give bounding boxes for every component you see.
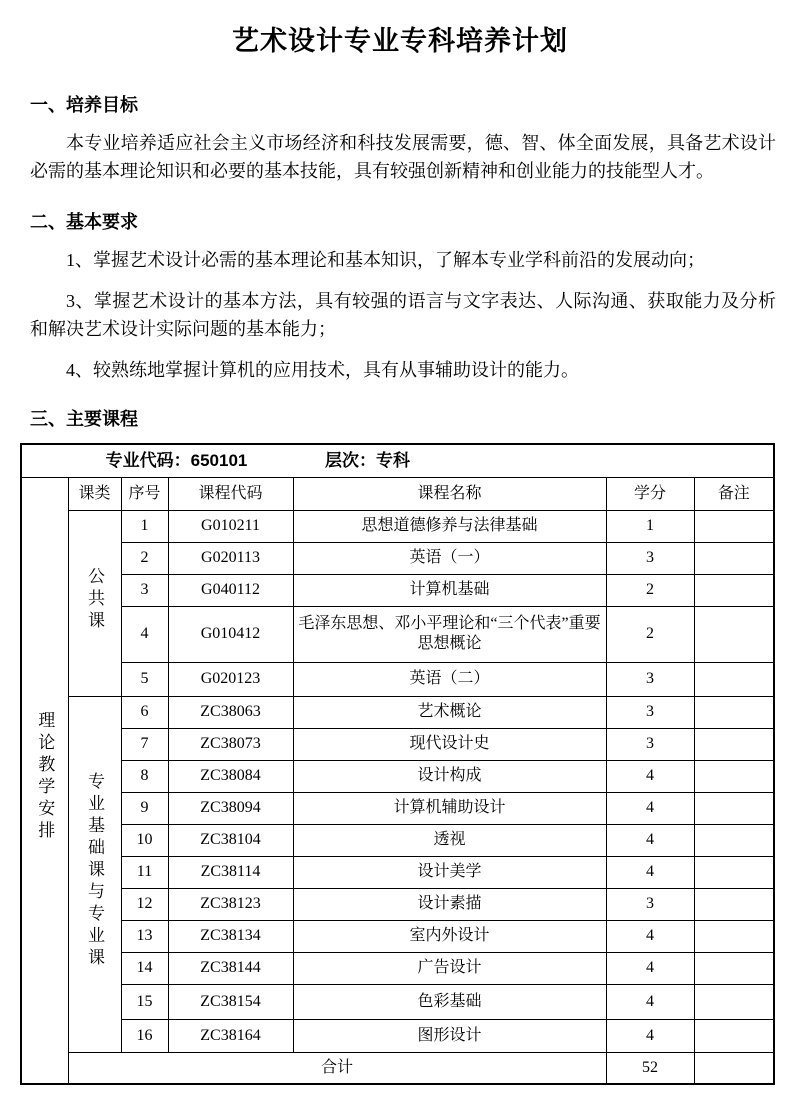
seq-cell: 10 <box>121 824 168 856</box>
remarks-cell <box>694 728 774 760</box>
course-row <box>21 1019 774 1052</box>
requirement-item-1: 1、掌握艺术设计必需的基本理论和基本知识，了解本专业学科前沿的发展动向； <box>66 250 705 270</box>
header-course-code: 课程代码 <box>168 477 293 510</box>
table-header-row <box>21 477 774 510</box>
credits-cell: 4 <box>606 760 694 792</box>
course-code-cell: G020113 <box>168 542 293 574</box>
seq-cell: 8 <box>121 760 168 792</box>
remarks-cell <box>694 606 774 662</box>
course-row <box>21 510 774 542</box>
header-course-name: 课程名称 <box>293 477 606 510</box>
group-major-courses-cell <box>68 696 121 1052</box>
course-row <box>21 920 774 952</box>
theory-teaching-label: 理论教学安排 <box>35 711 55 844</box>
course-code-cell: ZC38114 <box>168 856 293 888</box>
credits-cell: 3 <box>606 888 694 920</box>
course-row <box>21 952 774 984</box>
remarks-cell <box>694 888 774 920</box>
course-name-cell: 设计构成 <box>293 760 606 792</box>
credits-cell: 4 <box>606 824 694 856</box>
course-name-cell: 艺术概论 <box>293 696 606 728</box>
course-row <box>21 792 774 824</box>
total-credits-cell: 52 <box>606 1052 694 1084</box>
section-courses-heading: 三、主要课程 <box>30 409 138 429</box>
course-name-cell: 毛泽东思想、邓小平理论和“三个代表”重要思想概论 <box>293 606 606 662</box>
course-name-cell: 广告设计 <box>293 952 606 984</box>
section-goal-heading: 一、培养目标 <box>30 95 138 115</box>
course-name-cell: 图形设计 <box>293 1019 606 1052</box>
credits-cell: 3 <box>606 696 694 728</box>
course-code-cell: G010412 <box>168 606 293 662</box>
course-row <box>21 574 774 606</box>
course-row <box>21 606 774 662</box>
course-name-cell: 设计素描 <box>293 888 606 920</box>
remarks-cell <box>694 920 774 952</box>
seq-cell: 6 <box>121 696 168 728</box>
header-course-category: 课类 <box>68 477 121 510</box>
course-row <box>21 696 774 728</box>
seq-cell: 3 <box>121 574 168 606</box>
course-code-cell: ZC38094 <box>168 792 293 824</box>
credits-cell: 3 <box>606 662 694 696</box>
group-label-public-courses: 公共课 <box>85 567 104 633</box>
seq-cell: 11 <box>121 856 168 888</box>
total-label-cell: 合计 <box>68 1052 606 1084</box>
course-row <box>21 760 774 792</box>
credits-cell: 3 <box>606 728 694 760</box>
section-requirements-heading: 二、基本要求 <box>30 212 138 232</box>
remarks-cell <box>694 760 774 792</box>
page-title: 艺术设计专业专科培养计划 <box>232 26 568 56</box>
course-code-cell: ZC38063 <box>168 696 293 728</box>
remarks-cell <box>694 984 774 1019</box>
credits-cell: 3 <box>606 542 694 574</box>
credits-cell: 1 <box>606 510 694 542</box>
major-code-label: 专业代码：650101 <box>105 451 248 471</box>
course-code-cell: ZC38104 <box>168 824 293 856</box>
course-name-cell: 现代设计史 <box>293 728 606 760</box>
credits-cell: 2 <box>606 574 694 606</box>
credits-cell: 4 <box>606 856 694 888</box>
course-row <box>21 888 774 920</box>
header-seq: 序号 <box>121 477 168 510</box>
remarks-cell <box>694 662 774 696</box>
remarks-cell <box>694 542 774 574</box>
seq-cell: 4 <box>121 606 168 662</box>
meta-cell <box>21 444 774 477</box>
course-code-cell: ZC38154 <box>168 984 293 1019</box>
remarks-cell <box>694 510 774 542</box>
course-code-cell: ZC38144 <box>168 952 293 984</box>
remarks-cell <box>694 1019 774 1052</box>
section-goal-paragraph: 本专业培养适应社会主义市场经济和科技发展需要，德、智、体全面发展，具备艺术设计必需的基本理论知识和必要的基本技能，具有较强创新精神和创业能力的技能型人才。 <box>30 133 776 181</box>
credits-cell: 4 <box>606 792 694 824</box>
course-name-cell: 英语（一） <box>293 542 606 574</box>
course-code-cell: ZC38134 <box>168 920 293 952</box>
seq-cell: 5 <box>121 662 168 696</box>
course-name-cell: 计算机基础 <box>293 574 606 606</box>
course-name-cell: 计算机辅助设计 <box>293 792 606 824</box>
course-name-cell: 思想道德修养与法律基础 <box>293 510 606 542</box>
course-row <box>21 728 774 760</box>
requirement-item-4: 4、较熟练地掌握计算机的应用技术，具有从事辅助设计的能力。 <box>66 360 579 380</box>
curriculum-table <box>20 443 775 1085</box>
seq-cell: 13 <box>121 920 168 952</box>
course-code-cell: ZC38164 <box>168 1019 293 1052</box>
course-row <box>21 856 774 888</box>
course-name-cell: 设计美学 <box>293 856 606 888</box>
course-name-cell: 室内外设计 <box>293 920 606 952</box>
seq-cell: 7 <box>121 728 168 760</box>
course-code-cell: ZC38073 <box>168 728 293 760</box>
course-row <box>21 542 774 574</box>
course-code-cell: G010211 <box>168 510 293 542</box>
seq-cell: 16 <box>121 1019 168 1052</box>
total-remarks-cell <box>694 1052 774 1084</box>
group-label-major-courses: 专业基础课与专业课 <box>85 772 104 970</box>
course-name-cell: 英语（二） <box>293 662 606 696</box>
remarks-cell <box>694 952 774 984</box>
seq-cell: 2 <box>121 542 168 574</box>
course-code-cell: G040112 <box>168 574 293 606</box>
course-code-cell: ZC38123 <box>168 888 293 920</box>
credits-cell: 4 <box>606 984 694 1019</box>
remarks-cell <box>694 696 774 728</box>
table-meta-row <box>21 444 774 477</box>
remarks-cell <box>694 824 774 856</box>
remarks-cell <box>694 856 774 888</box>
group-public-courses-cell <box>68 510 121 696</box>
credits-cell: 4 <box>606 952 694 984</box>
total-row <box>21 1052 774 1084</box>
course-code-cell: ZC38084 <box>168 760 293 792</box>
header-credits: 学分 <box>606 477 694 510</box>
seq-cell: 1 <box>121 510 168 542</box>
seq-cell: 14 <box>121 952 168 984</box>
course-code-cell: G020123 <box>168 662 293 696</box>
remarks-cell <box>694 574 774 606</box>
course-name-cell: 透视 <box>293 824 606 856</box>
seq-cell: 12 <box>121 888 168 920</box>
credits-cell: 2 <box>606 606 694 662</box>
theory-teaching-cell <box>21 477 68 1084</box>
course-row <box>21 662 774 696</box>
course-row <box>21 824 774 856</box>
course-row <box>21 984 774 1019</box>
credits-cell: 4 <box>606 920 694 952</box>
course-name-cell: 色彩基础 <box>293 984 606 1019</box>
credits-cell: 4 <box>606 1019 694 1052</box>
header-remarks: 备注 <box>694 477 774 510</box>
remarks-cell <box>694 792 774 824</box>
seq-cell: 15 <box>121 984 168 1019</box>
level-label: 层次：专科 <box>325 451 410 471</box>
seq-cell: 9 <box>121 792 168 824</box>
requirement-item-3: 3、掌握艺术设计的基本方法，具有较强的语言与文字表达、人际沟通、获取能力及分析和解决艺术设计实际问题的基本能力； <box>30 291 776 339</box>
